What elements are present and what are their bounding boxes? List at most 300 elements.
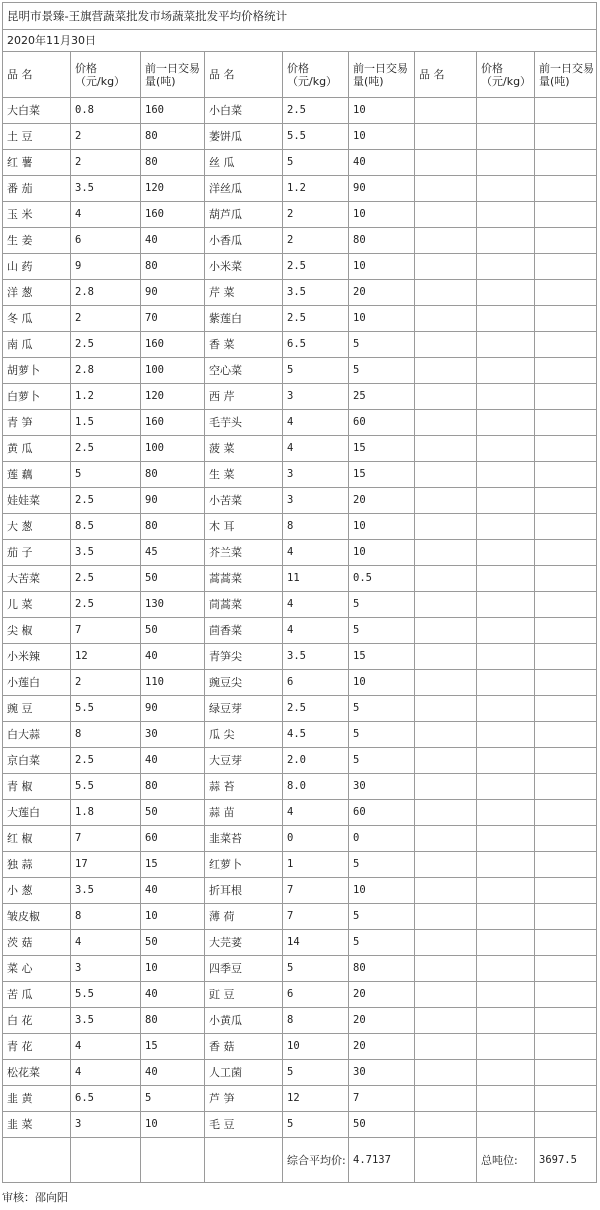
table-row (3, 696, 597, 722)
table-row (3, 800, 597, 826)
item-price: 8.5 (71, 514, 141, 540)
header-name: 品 名 (415, 52, 477, 98)
item-price: 7 (71, 618, 141, 644)
empty-cell (535, 332, 597, 358)
table-row (3, 1034, 597, 1060)
table-title: 昆明市景臻-王旗营蔬菜批发市场蔬菜批发平均价格统计 (3, 3, 597, 30)
table-row (3, 774, 597, 800)
empty-cell (477, 540, 535, 566)
item-name: 蒜 苗 (205, 800, 283, 826)
price-table (2, 2, 597, 1183)
empty-cell (477, 644, 535, 670)
item-volume: 0.5 (349, 566, 415, 592)
empty-cell (535, 1008, 597, 1034)
item-volume: 5 (349, 904, 415, 930)
item-name: 白 花 (3, 1008, 71, 1034)
item-volume: 5 (349, 722, 415, 748)
item-price: 3 (71, 1112, 141, 1138)
item-price: 2 (71, 150, 141, 176)
item-volume: 80 (349, 228, 415, 254)
empty-cell (535, 514, 597, 540)
total-tonnage-value: 3697.5 (535, 1138, 597, 1183)
item-name: 韭菜苔 (205, 826, 283, 852)
item-price: 3 (283, 462, 349, 488)
item-name: 青 花 (3, 1034, 71, 1060)
item-name: 尖 椒 (3, 618, 71, 644)
empty-cell (415, 722, 477, 748)
empty-cell (535, 748, 597, 774)
item-name: 玉 米 (3, 202, 71, 228)
item-name: 青笋尖 (205, 644, 283, 670)
item-price: 5 (283, 358, 349, 384)
item-volume: 130 (141, 592, 205, 618)
item-volume: 10 (349, 878, 415, 904)
empty-cell (477, 1086, 535, 1112)
empty-cell (535, 618, 597, 644)
item-volume: 45 (141, 540, 205, 566)
item-volume: 90 (141, 280, 205, 306)
empty-cell (415, 462, 477, 488)
empty-cell (415, 436, 477, 462)
item-price: 4 (71, 1034, 141, 1060)
report-date: 2020年11月30日 (3, 30, 597, 52)
table-row (3, 904, 597, 930)
item-name: 香 菜 (205, 332, 283, 358)
empty-cell (477, 436, 535, 462)
empty-cell (477, 410, 535, 436)
item-name: 生 姜 (3, 228, 71, 254)
table-row (3, 1060, 597, 1086)
empty-cell (535, 982, 597, 1008)
item-price: 5.5 (71, 774, 141, 800)
item-volume: 10 (349, 540, 415, 566)
item-name: 茄 子 (3, 540, 71, 566)
item-name: 青 笋 (3, 410, 71, 436)
empty-cell (415, 852, 477, 878)
table-row (3, 722, 597, 748)
table-row (3, 1008, 597, 1034)
item-volume: 15 (349, 436, 415, 462)
item-volume: 80 (141, 254, 205, 280)
empty-cell (477, 98, 535, 124)
item-name: 独 蒜 (3, 852, 71, 878)
item-volume: 80 (141, 514, 205, 540)
empty-cell (535, 852, 597, 878)
item-volume: 30 (349, 774, 415, 800)
item-name: 绿豆芽 (205, 696, 283, 722)
empty-cell (477, 566, 535, 592)
table-row (3, 410, 597, 436)
item-volume: 10 (349, 514, 415, 540)
empty-cell (415, 904, 477, 930)
item-price: 2 (71, 124, 141, 150)
item-name: 小白菜 (205, 98, 283, 124)
item-price: 3 (71, 956, 141, 982)
item-name: 胡萝卜 (3, 358, 71, 384)
item-volume: 40 (141, 644, 205, 670)
empty-cell (415, 1034, 477, 1060)
item-name: 丝 瓜 (205, 150, 283, 176)
empty-cell (535, 280, 597, 306)
empty-cell (535, 904, 597, 930)
empty-cell (477, 306, 535, 332)
empty-cell (415, 1086, 477, 1112)
empty-cell (415, 930, 477, 956)
empty-cell (535, 670, 597, 696)
item-volume: 160 (141, 98, 205, 124)
table-row (3, 254, 597, 280)
item-price: 11 (283, 566, 349, 592)
item-name: 西 芹 (205, 384, 283, 410)
item-name: 洋丝瓜 (205, 176, 283, 202)
item-name: 青 椒 (3, 774, 71, 800)
item-name: 菜 心 (3, 956, 71, 982)
empty-cell (477, 748, 535, 774)
empty-cell (477, 254, 535, 280)
item-price: 6.5 (71, 1086, 141, 1112)
item-price: 4 (283, 540, 349, 566)
total-tonnage-label: 总吨位: (477, 1138, 535, 1183)
empty-cell (415, 254, 477, 280)
item-price: 2.5 (283, 306, 349, 332)
empty-cell (415, 358, 477, 384)
item-volume: 50 (141, 566, 205, 592)
item-volume: 160 (141, 410, 205, 436)
empty-cell (415, 1008, 477, 1034)
empty-cell (535, 436, 597, 462)
empty-cell (415, 150, 477, 176)
table-row (3, 202, 597, 228)
empty-cell (535, 306, 597, 332)
item-name: 红 椒 (3, 826, 71, 852)
item-price: 2 (71, 306, 141, 332)
item-name: 薄 荷 (205, 904, 283, 930)
table-row (3, 332, 597, 358)
item-volume: 80 (349, 956, 415, 982)
item-volume: 160 (141, 332, 205, 358)
item-price: 8 (71, 904, 141, 930)
empty-cell (415, 566, 477, 592)
item-name: 洋 葱 (3, 280, 71, 306)
empty-cell (477, 1112, 535, 1138)
summary-row (3, 1138, 597, 1183)
table-row (3, 436, 597, 462)
item-price: 4 (283, 618, 349, 644)
item-volume: 0 (349, 826, 415, 852)
empty-cell (477, 384, 535, 410)
item-price: 2.5 (71, 566, 141, 592)
item-volume: 15 (141, 1034, 205, 1060)
item-price: 12 (283, 1086, 349, 1112)
item-volume: 100 (141, 436, 205, 462)
empty-cell (477, 722, 535, 748)
item-volume: 60 (349, 410, 415, 436)
item-price: 2 (283, 202, 349, 228)
item-price: 0.8 (71, 98, 141, 124)
item-volume: 5 (141, 1086, 205, 1112)
item-name: 豌 豆 (3, 696, 71, 722)
empty-cell (477, 930, 535, 956)
header-volume: 前一日交易量(吨) (349, 52, 415, 98)
empty-cell (415, 670, 477, 696)
item-price: 3.5 (283, 280, 349, 306)
item-name: 人工菌 (205, 1060, 283, 1086)
item-name: 芥兰菜 (205, 540, 283, 566)
table-row (3, 1112, 597, 1138)
item-price: 14 (283, 930, 349, 956)
item-price: 3.5 (71, 878, 141, 904)
table-row (3, 98, 597, 124)
item-price: 10 (283, 1034, 349, 1060)
item-price: 2.5 (71, 748, 141, 774)
item-volume: 110 (141, 670, 205, 696)
item-price: 5.5 (283, 124, 349, 150)
empty-cell (477, 462, 535, 488)
empty-cell (477, 202, 535, 228)
empty-cell (535, 774, 597, 800)
item-price: 3.5 (71, 176, 141, 202)
item-volume: 30 (141, 722, 205, 748)
empty-cell (415, 826, 477, 852)
item-name: 蒿蒿菜 (205, 566, 283, 592)
item-price: 4.5 (283, 722, 349, 748)
empty-cell (535, 358, 597, 384)
empty-cell (535, 826, 597, 852)
item-price: 0 (283, 826, 349, 852)
item-price: 4 (71, 1060, 141, 1086)
empty-cell (415, 644, 477, 670)
item-price: 5 (283, 150, 349, 176)
item-volume: 30 (349, 1060, 415, 1086)
item-price: 3.5 (71, 1008, 141, 1034)
item-volume: 10 (349, 98, 415, 124)
item-name: 毛 豆 (205, 1112, 283, 1138)
empty-cell (535, 644, 597, 670)
header-volume: 前一日交易量(吨) (535, 52, 597, 98)
item-volume: 80 (141, 124, 205, 150)
item-price: 4 (71, 202, 141, 228)
empty-cell (71, 1138, 141, 1183)
item-name: 小香瓜 (205, 228, 283, 254)
table-row (3, 540, 597, 566)
empty-cell (477, 1060, 535, 1086)
empty-cell (477, 670, 535, 696)
item-name: 茨 菇 (3, 930, 71, 956)
empty-cell (477, 150, 535, 176)
item-name: 娃娃菜 (3, 488, 71, 514)
item-name: 红 薯 (3, 150, 71, 176)
empty-cell (477, 124, 535, 150)
item-name: 红萝卜 (205, 852, 283, 878)
empty-cell (415, 618, 477, 644)
item-name: 菠 菜 (205, 436, 283, 462)
empty-cell (535, 592, 597, 618)
table-row (3, 462, 597, 488)
empty-cell (415, 1138, 477, 1183)
empty-cell (477, 332, 535, 358)
table-row (3, 852, 597, 878)
empty-cell (535, 540, 597, 566)
empty-cell (477, 956, 535, 982)
empty-cell (535, 1086, 597, 1112)
empty-cell (477, 800, 535, 826)
item-price: 2.5 (283, 254, 349, 280)
item-volume: 40 (141, 878, 205, 904)
item-name: 四季豆 (205, 956, 283, 982)
item-name: 大白菜 (3, 98, 71, 124)
empty-cell (477, 852, 535, 878)
item-volume: 20 (349, 982, 415, 1008)
header-row (3, 52, 597, 98)
item-name: 瓜 尖 (205, 722, 283, 748)
item-name: 豌豆尖 (205, 670, 283, 696)
item-price: 8 (71, 722, 141, 748)
item-volume: 20 (349, 1008, 415, 1034)
item-name: 小莲白 (3, 670, 71, 696)
empty-cell (477, 878, 535, 904)
empty-cell (535, 254, 597, 280)
item-volume: 20 (349, 1034, 415, 1060)
item-price: 2.5 (71, 436, 141, 462)
item-volume: 90 (141, 696, 205, 722)
table-row (3, 982, 597, 1008)
item-volume: 10 (141, 904, 205, 930)
item-volume: 80 (141, 462, 205, 488)
item-name: 木 耳 (205, 514, 283, 540)
item-price: 5 (71, 462, 141, 488)
item-name: 萎饼瓜 (205, 124, 283, 150)
empty-cell (535, 1060, 597, 1086)
item-price: 1.2 (71, 384, 141, 410)
item-volume: 10 (349, 670, 415, 696)
item-name: 小苦菜 (205, 488, 283, 514)
item-name: 空心菜 (205, 358, 283, 384)
empty-cell (535, 696, 597, 722)
empty-cell (415, 384, 477, 410)
item-name: 苦 瓜 (3, 982, 71, 1008)
empty-cell (415, 956, 477, 982)
item-name: 韭 菜 (3, 1112, 71, 1138)
item-name: 芹 菜 (205, 280, 283, 306)
empty-cell (477, 696, 535, 722)
item-name: 芦 笋 (205, 1086, 283, 1112)
item-price: 5 (283, 956, 349, 982)
item-volume: 40 (141, 748, 205, 774)
item-volume: 5 (349, 748, 415, 774)
item-name: 小米菜 (205, 254, 283, 280)
empty-cell (415, 176, 477, 202)
empty-cell (415, 1060, 477, 1086)
table-row (3, 826, 597, 852)
item-price: 1.2 (283, 176, 349, 202)
item-name: 山 药 (3, 254, 71, 280)
item-price: 5.5 (71, 982, 141, 1008)
item-volume: 90 (349, 176, 415, 202)
item-volume: 40 (349, 150, 415, 176)
item-name: 蒜 苔 (205, 774, 283, 800)
empty-cell (535, 566, 597, 592)
item-volume: 5 (349, 358, 415, 384)
empty-cell (415, 280, 477, 306)
empty-cell (535, 462, 597, 488)
header-price: 价格（元/kg） (477, 52, 535, 98)
item-price: 3 (283, 384, 349, 410)
item-price: 8 (283, 1008, 349, 1034)
table-row (3, 280, 597, 306)
empty-cell (3, 1138, 71, 1183)
empty-cell (415, 306, 477, 332)
item-name: 儿 菜 (3, 592, 71, 618)
item-price: 4 (283, 410, 349, 436)
item-volume: 80 (141, 150, 205, 176)
table-row (3, 384, 597, 410)
item-name: 折耳根 (205, 878, 283, 904)
item-price: 7 (283, 878, 349, 904)
empty-cell (477, 358, 535, 384)
empty-cell (535, 878, 597, 904)
empty-cell (415, 98, 477, 124)
empty-cell (477, 176, 535, 202)
item-price: 5.5 (71, 696, 141, 722)
table-row (3, 930, 597, 956)
empty-cell (535, 800, 597, 826)
item-volume: 5 (349, 696, 415, 722)
empty-cell (415, 410, 477, 436)
empty-cell (415, 1112, 477, 1138)
item-volume: 120 (141, 176, 205, 202)
item-volume: 50 (141, 618, 205, 644)
item-price: 2.5 (283, 696, 349, 722)
empty-cell (535, 228, 597, 254)
empty-cell (415, 748, 477, 774)
table-row (3, 488, 597, 514)
empty-cell (535, 150, 597, 176)
item-volume: 80 (141, 1008, 205, 1034)
item-price: 2.5 (71, 488, 141, 514)
item-name: 生 菜 (205, 462, 283, 488)
empty-cell (535, 722, 597, 748)
item-volume: 60 (141, 826, 205, 852)
table-row (3, 592, 597, 618)
item-name: 白萝卜 (3, 384, 71, 410)
item-volume: 10 (349, 254, 415, 280)
item-price: 3 (283, 488, 349, 514)
empty-cell (415, 774, 477, 800)
empty-cell (535, 1034, 597, 1060)
empty-cell (535, 488, 597, 514)
item-volume: 10 (349, 202, 415, 228)
table-row (3, 358, 597, 384)
item-volume: 25 (349, 384, 415, 410)
item-name: 葫芦瓜 (205, 202, 283, 228)
empty-cell (415, 228, 477, 254)
average-price-value: 4.7137 (349, 1138, 415, 1183)
item-volume: 50 (349, 1112, 415, 1138)
item-price: 4 (71, 930, 141, 956)
header-name: 品 名 (205, 52, 283, 98)
item-price: 2.5 (71, 332, 141, 358)
item-name: 紫莲白 (205, 306, 283, 332)
empty-cell (415, 800, 477, 826)
item-price: 6 (283, 982, 349, 1008)
item-price: 2 (71, 670, 141, 696)
item-price: 1 (283, 852, 349, 878)
item-volume: 10 (349, 306, 415, 332)
empty-cell (415, 514, 477, 540)
item-name: 松花菜 (3, 1060, 71, 1086)
empty-cell (535, 176, 597, 202)
empty-cell (141, 1138, 205, 1183)
